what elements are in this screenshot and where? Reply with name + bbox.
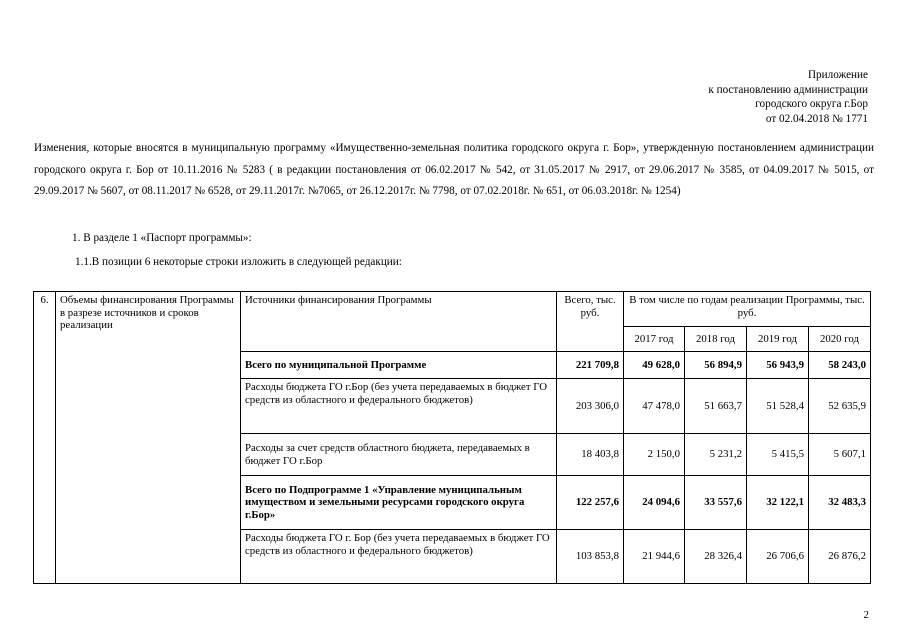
row-value: 5 231,2 bbox=[685, 434, 747, 476]
row-total: 221 709,8 bbox=[557, 352, 624, 379]
point-1-1: 1.1.В позиции 6 некоторые строки изложить в следующей редакции: bbox=[75, 256, 402, 268]
row-source: Всего по муниципальной Программе bbox=[241, 352, 557, 379]
row-number: 6. bbox=[34, 292, 56, 584]
row-value: 5 607,1 bbox=[809, 434, 871, 476]
row-value: 33 557,6 bbox=[685, 476, 747, 530]
row-value: 47 478,0 bbox=[624, 379, 685, 434]
row-value: 56 894,9 bbox=[685, 352, 747, 379]
row-total: 18 403,8 bbox=[557, 434, 624, 476]
row-value: 32 483,3 bbox=[809, 476, 871, 530]
appendix-line-2: к постановлению администрации bbox=[708, 83, 868, 96]
point-1: 1. В разделе 1 «Паспорт программы»: bbox=[72, 232, 252, 244]
row-value: 21 944,6 bbox=[624, 530, 685, 584]
row-source: Расходы за счет средств областного бюджета, передаваемых в бюджет ГО г.Бор bbox=[241, 434, 557, 476]
appendix-block bbox=[708, 68, 868, 126]
page-number: 2 bbox=[863, 609, 869, 621]
row-source: Расходы бюджета ГО г.Бор (без учета передаваемых в бюджет ГО средств из областного и федерального бюджетов) bbox=[241, 379, 557, 434]
row-value: 24 094,6 bbox=[624, 476, 685, 530]
row-total: 203 306,0 bbox=[557, 379, 624, 434]
year-header: 2017 год bbox=[624, 327, 685, 352]
row-label: Объемы финансирования Программы в разрезе источников и сроков реализации bbox=[56, 292, 241, 584]
appendix-line-1: Приложение bbox=[807, 69, 868, 81]
intro-paragraph: Изменения, которые вносятся в муниципальную программу «Имущественно-земельная политика городского округа г. Бор», утвержденную постановлением администрации городского округа г. Бор от 10.11.2016 № 5283 ( в редакции постановления от 06.02.2017 № 542, от 31.05.2017 № 2917, от 29.06.2017 № 3585, от 04.09.2017 № 5015, от 29.09.2017 № 5607, от 08.11.2017 № 6528, от 29.11.2017г. №7065, от 26.12.2017г. № 7798, от 07.02.2018г. № 651, от 06.03.2018г. № 1254) bbox=[34, 142, 874, 198]
row-value: 2 150,0 bbox=[624, 434, 685, 476]
row-value: 5 415,5 bbox=[747, 434, 809, 476]
year-header: 2020 год bbox=[809, 327, 871, 352]
row-value: 49 628,0 bbox=[624, 352, 685, 379]
year-header: 2018 год bbox=[685, 327, 747, 352]
row-value: 51 528,4 bbox=[747, 379, 809, 434]
row-value: 58 243,0 bbox=[809, 352, 871, 379]
appendix-line-4: от 02.04.2018 № 1771 bbox=[765, 112, 868, 125]
header-years: В том числе по годам реализации Программы, тыс. руб. bbox=[624, 292, 871, 327]
row-source: Расходы бюджета ГО г. Бор (без учета передаваемых в бюджет ГО средств из областного и федерального бюджетов) bbox=[241, 530, 557, 584]
row-source: Всего по Подпрограмме 1 «Управление муниципальным имуществом и земельными ресурсами городского округа г.Бор» bbox=[241, 476, 557, 530]
header-total: Всего, тыс. руб. bbox=[557, 292, 624, 352]
row-value: 26 706,6 bbox=[747, 530, 809, 584]
row-value: 32 122,1 bbox=[747, 476, 809, 530]
row-value: 26 876,2 bbox=[809, 530, 871, 584]
appendix-line-3: городского округа г.Бор bbox=[755, 98, 868, 110]
row-value: 28 326,4 bbox=[685, 530, 747, 584]
row-total: 122 257,6 bbox=[557, 476, 624, 530]
row-value: 56 943,9 bbox=[747, 352, 809, 379]
financing-table bbox=[33, 291, 871, 584]
header-sources: Источники финансирования Программы bbox=[241, 292, 557, 352]
row-value: 51 663,7 bbox=[685, 379, 747, 434]
year-header: 2019 год bbox=[747, 327, 809, 352]
row-total: 103 853,8 bbox=[557, 530, 624, 584]
row-value: 52 635,9 bbox=[809, 379, 871, 434]
